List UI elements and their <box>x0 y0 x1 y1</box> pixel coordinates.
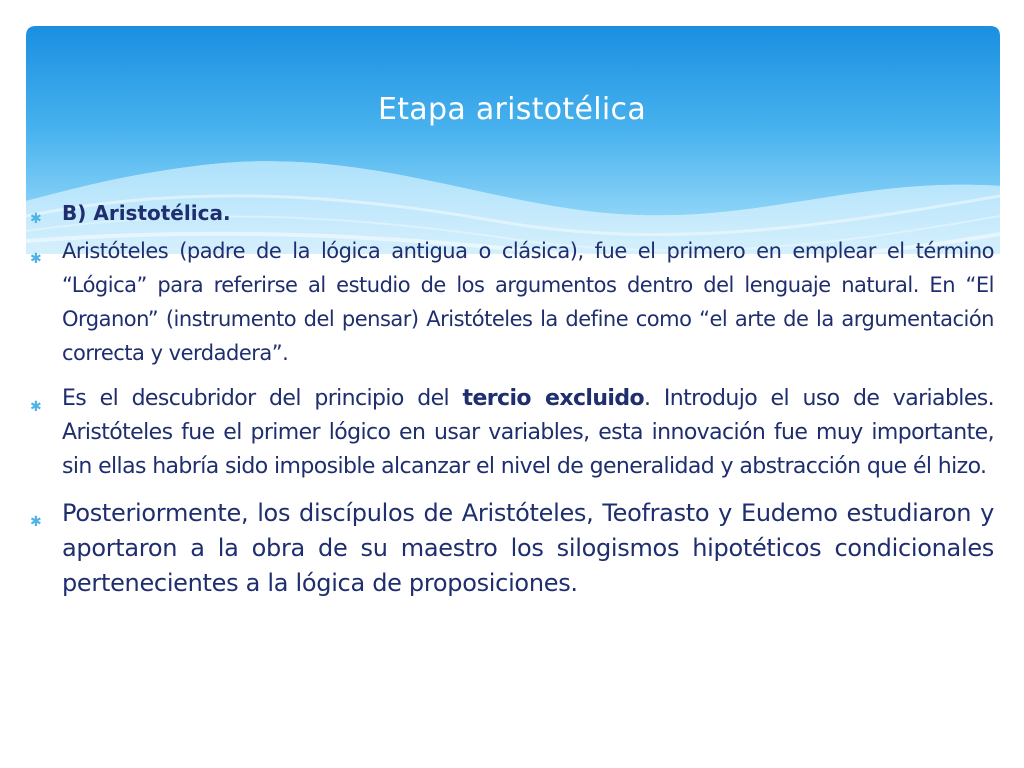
bullet-item <box>30 234 994 370</box>
asterisk-bullet-icon: ✱ <box>30 399 42 415</box>
asterisk-bullet-icon: ✱ <box>30 514 42 530</box>
asterisk-bullet-icon: ✱ <box>30 211 42 227</box>
slide-title: Etapa aristotélica <box>377 92 647 127</box>
bullet-text-bold-term: tercio excluido <box>462 386 645 411</box>
bullet-item <box>30 496 994 601</box>
bullet-list <box>30 198 994 613</box>
bullet-text: Posteriormente, los discípulos de Aristóteles, Teofrasto y Eudemo estudiaron y aportaron a la obra de su maestro los silogismos hipotéticos condicionales pertenecientes a la lógica de proposiciones. <box>62 499 994 597</box>
bullet-item <box>30 198 994 228</box>
bullet-text: Aristóteles (padre de la lógica antigua o clásica), fue el primero en emplear el término “Lógica” para referirse al estudio de los argumentos dentro del lenguaje natural. En “El Organon” (instrumento del pensar) Aristóteles la define como “el arte de la argumentación correcta y verdadera”. <box>62 239 994 365</box>
bullet-item <box>30 382 994 484</box>
bullet-text-pre: Es el descubridor del principio del <box>62 386 463 411</box>
bullet-text: B) Aristotélica. <box>62 201 231 225</box>
bullet-text-post: . Introdujo el uso de variables. Aristóteles fue el primer lógico en usar variables, esta innovación fue muy importante, sin ellas habría sido imposible alcanzar el nivel de generalidad y abstracción que él hizo. <box>62 386 995 479</box>
asterisk-bullet-icon: ✱ <box>30 251 42 267</box>
